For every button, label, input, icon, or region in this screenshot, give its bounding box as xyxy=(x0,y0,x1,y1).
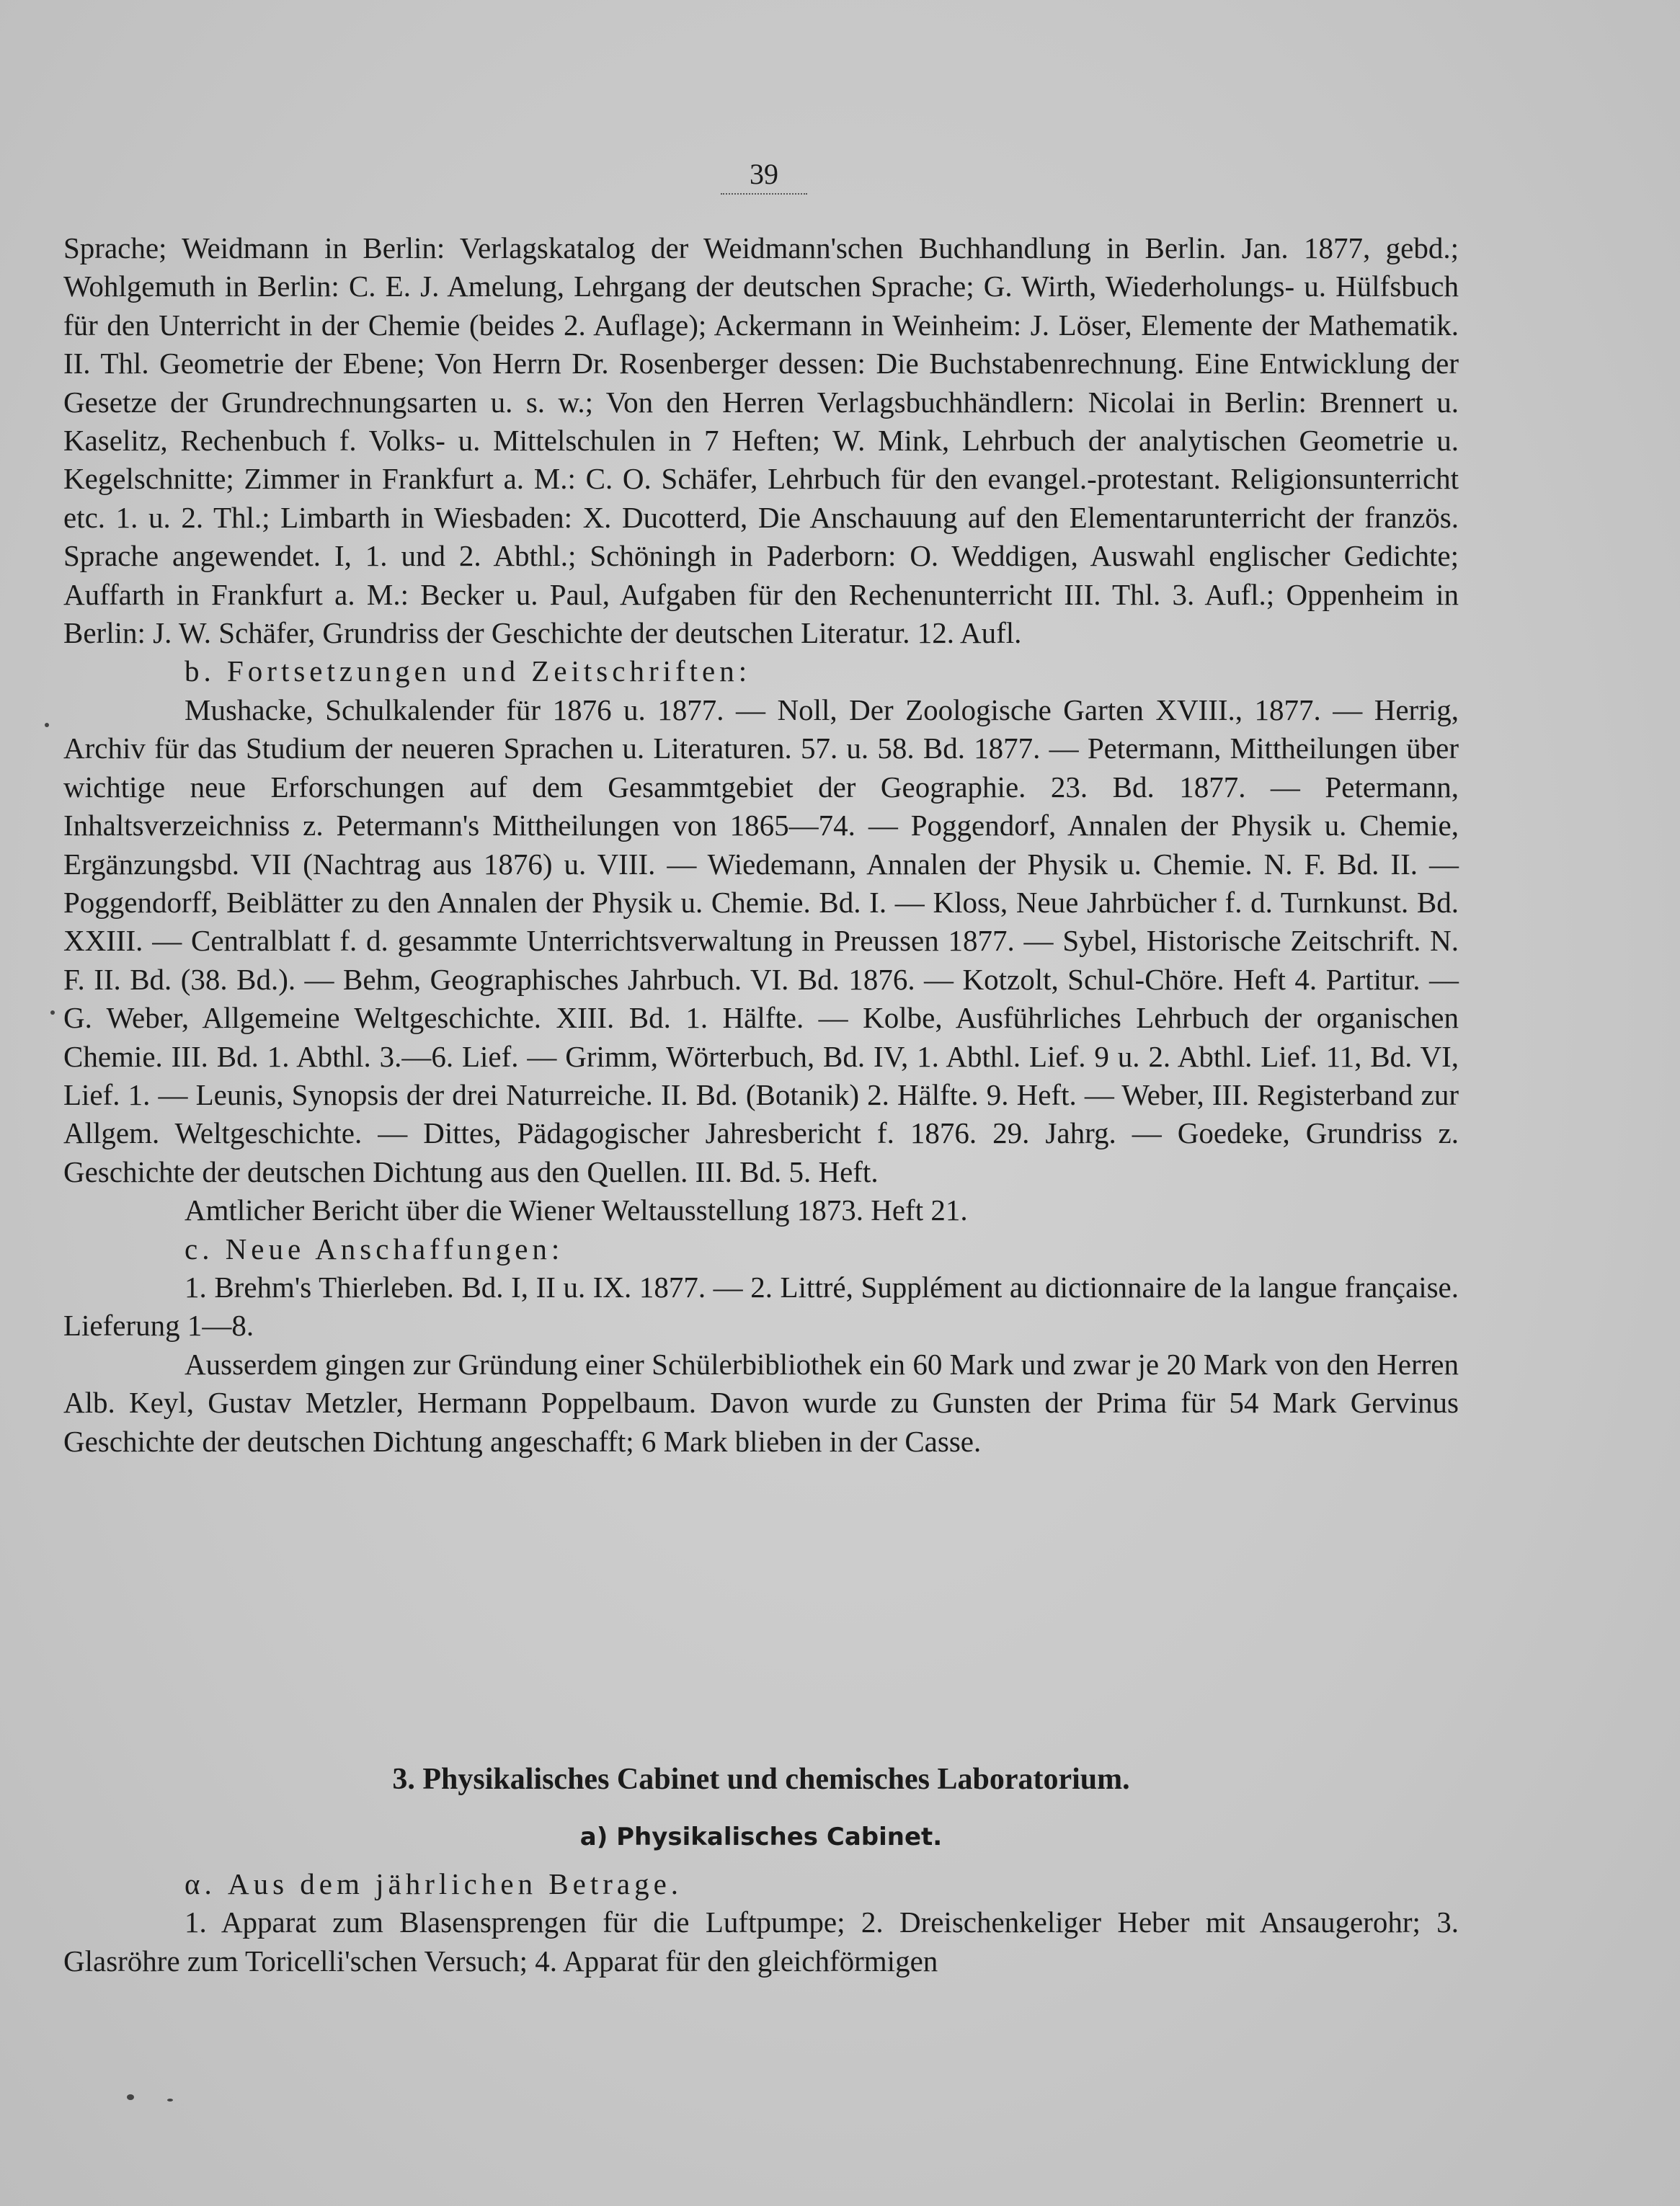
library-donations-paragraph: Sprache; Weidmann in Berlin: Verlagskatalog der Weidmann'schen Buchhandlung in Berlin. Jan. 1877, gebd.; Wohlgemuth in Berlin: C. E. J. Amelung, Lehrgang der deutschen Sprache; G. Wirth, Wiederholungs- u. Hülfsbuch für den Unterricht in der Chemie (beides 2. Auflage); Ackermann in Weinheim: J. Löser, Elemente der Mathematik. II. Thl. Geometrie der Ebene; Von Herrn Dr. Rosenberger dessen: Die Buchstabenrechnung. Eine Entwicklung der Gesetze der Grundrechnungsarten u. s. w.; Von den Herren Verlagsbuchhändlern: Nicolai in Berlin: Brennert u. Kaselitz, Rechenbuch f. Volks- u. Mittelschulen in 7 Heften; W. Mink, Lehrbuch der analytischen Geometrie u. Kegelschnitte; Zimmer in Frankfurt a. M.: C. O. Schäfer, Lehrbuch für den evangel.-protestant. Religionsunterricht etc. 1. u. 2. Thl.; Limbarth in Wiesbaden: X. Ducotterd, Die Anschauung auf den Elementarunterricht der französ. Sprache angewendet. I, 1. und 2. Abthl.; Schöningh in Paderborn: O. Weddigen, Auswahl englischer Gedichte; Auffarth in Frankfurt a. M.: Becker u. Paul, Aufgaben für den Rechenunterricht III. Thl. 3. Aufl.; Oppenheim in Berlin: J. W. Schäfer, Grundriss der Geschichte der deutschen Literatur. 12. Aufl. xyxy=(63,231,1459,650)
section-3a-heading: a) Physikalisches Cabinet. xyxy=(579,1823,943,1851)
section-alpha-title: α. Aus dem jährlichen Betrage. xyxy=(185,1867,683,1900)
section-alpha-block xyxy=(63,1865,1459,1980)
scan-speck xyxy=(45,723,49,727)
scan-speck xyxy=(127,2094,134,2100)
section-alpha-paragraph: 1. Apparat zum Blasensprengen für die Luftpumpe; 2. Dreischenkeliger Heber mit Ansaugerohr; 3. Glasröhre zum Toricelli'schen Versuch; 4. Apparat für den gleichförmigen xyxy=(63,1905,1459,1978)
section-b-paragraph: Mushacke, Schulkalender für 1876 u. 1877. — Noll, Der Zoologische Garten XVIII., 1877. — Herrig, Archiv für das Studium der neueren Sprachen u. Literaturen. 57. u. 58. Bd. 1877. — Petermann, Mittheilungen über wichtige neue Erforschungen auf dem Gesammtgebiet der Geographie. 23. Bd. 1877. — Petermann, Inhaltsverzeichniss z. Petermann's Mittheilungen von 1865—74. — Poggendorf, Annalen der Physik u. Chemie, Ergänzungsbd. VII (Nachtrag aus 1876) u. VIII. — Wiedemann, Annalen der Physik u. Chemie. N. F. Bd. II. — Poggendorff, Beiblätter zu den Annalen der Physik u. Chemie. Bd. I. — Kloss, Neue Jahrbücher f. d. Turnkunst. Bd. XXIII. — Centralblatt f. d. gesammte Unterrichtsverwaltung in Preussen 1877. — Sybel, Historische Zeitschrift. N. F. II. Bd. (38. Bd.). — Behm, Geographisches Jahrbuch. VI. Bd. 1876. — Kotzolt, Schul-Chöre. Heft 4. Partitur. — G. Weber, Allgemeine Weltgeschichte. XIII. Bd. 1. Hälfte. — Kolbe, Ausführliches Lehrbuch der organischen Chemie. III. Bd. 1. Abthl. 3.—6. Lief. — Grimm, Wörterbuch, Bd. IV, 1. Abthl. Lief. 9 u. 2. Abthl. Lief. 11, Bd. VI, Lief. 1. — Leunis, Synopsis der drei Naturreiche. II. Bd. (Botanik) 2. Hälfte. 9. Heft. — Weber, III. Registerband zur Allgem. Weltgeschichte. — Dittes, Pädagogischer Jahresbericht f. 1876. 29. Jahrg. — Goedeke, Grundriss z. Geschichte der deutschen Dichtung aus den Quellen. III. Bd. 5. Heft. xyxy=(63,693,1459,1188)
section-3-heading: 3. Physikalisches Cabinet und chemisches Laboratorium. xyxy=(392,1763,1130,1796)
scan-speck xyxy=(50,1010,55,1015)
section-c-title: c. Neue Anschaffungen: xyxy=(185,1232,564,1266)
scan-speck xyxy=(167,2099,173,2102)
section-b-title: b. Fortsetzungen und Zeitschriften: xyxy=(185,654,752,688)
page-number: 39 xyxy=(750,158,778,190)
main-text-block xyxy=(63,229,1459,1461)
section-c-paragraph: 1. Brehm's Thierleben. Bd. I, II u. IX. 1877. — 2. Littré, Supplément au dictionnaire de la langue française. Lieferung 1—8. xyxy=(63,1270,1459,1343)
section-b-extra: Amtlicher Bericht über die Wiener Weltausstellung 1873. Heft 21. xyxy=(185,1193,968,1227)
page-number-ornament xyxy=(721,193,807,199)
donation-paragraph: Ausserdem gingen zur Gründung einer Schülerbibliothek ein 60 Mark und zwar je 20 Mark von den Herren Alb. Keyl, Gustav Metzler, Hermann Poppelbaum. Davon wurde zu Gunsten der Prima für 54 Mark Gervinus Geschichte der deutschen Dichtung angeschafft; 6 Mark blieben in der Casse. xyxy=(63,1347,1459,1458)
